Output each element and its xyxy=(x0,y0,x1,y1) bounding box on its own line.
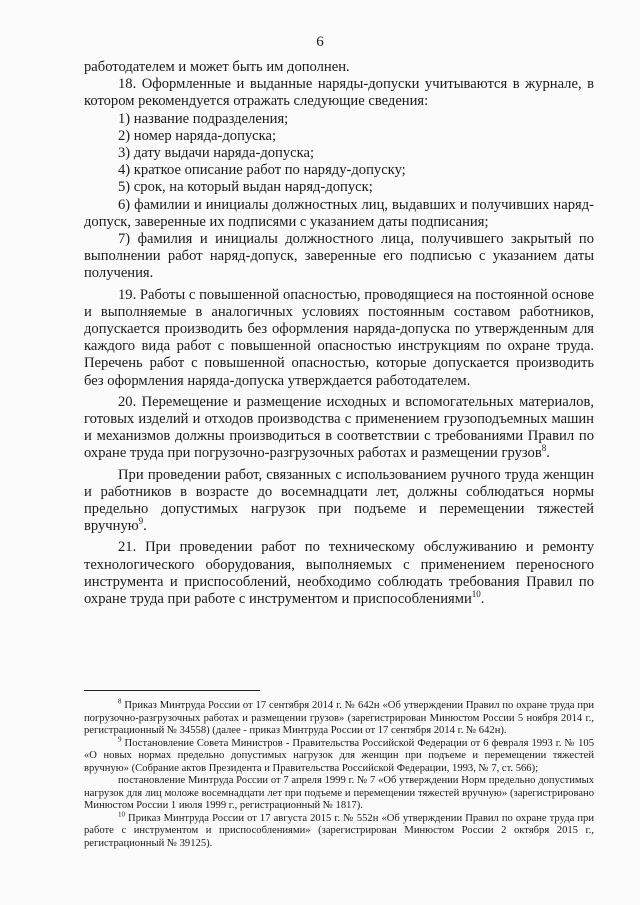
footnote-text: Приказ Минтруда России от 17 августа 2015 г. № 552н «Об утверждении Правил по охране труда при работе с инструментом и приспособлениями» (зарегистрирован Минюстом России 2 октября 2015 г., регистрационный № 39125). xyxy=(84,812,594,849)
list-item-3: 3) дату выдачи наряда-допуска; xyxy=(118,145,315,162)
paragraph-continuation: работодателем и может быть им дополнен. xyxy=(84,59,350,75)
footnote-ref-9[interactable]: 9 xyxy=(138,516,144,527)
paragraph-20-text: 20. Перемещение и размещение исходных и вспомогательных материалов, готовых изделий и отходов производства с применением грузоподъемных машин и механизмов должны производиться в соответствии с требованиями Правил по охране труда при погрузочно-разгрузочных работах и размещении грузов xyxy=(84,393,594,462)
paragraph-manual-handling-text: При проведении работ, связанных с использованием ручного труда женщин и работников в возрасте до восемнадцати лет, должны соблюдаться нормы предельно допустимых нагрузок при подъеме и перемещении тяжестей вручную xyxy=(84,466,594,535)
document-body xyxy=(84,59,594,608)
footnote-mark: 8 xyxy=(118,697,122,706)
footnote-8 xyxy=(84,697,594,738)
list-item-7: 7) фамилия и инициалы должностного лица, получившего закрытый по выполнении работ наряд-допуск, заверенные его подписью с указанием даты получения. xyxy=(84,231,594,282)
page-number: 6 xyxy=(316,34,324,50)
footnote-text: постановление Минтруда России от 7 апреля 1999 г. № 7 «Об утверждении Норм предельно допустимых нагрузок для лиц моложе восемнадцати лет при подъеме и перемещении тяжестей вручную» (зарегистрировано Минюстом России 1 июля 1999 г., регистрационный № 1817). xyxy=(84,775,594,811)
footnote-ref-8[interactable]: 8 xyxy=(541,443,547,454)
footnote-10 xyxy=(84,809,594,851)
paragraph-21-text: 21. При проведении работ по техническому обслуживанию и ремонту технологического оборудования, выполняемых с применением переносного инструмента и приспособлений, необходимо соблюдать требования Правил по охране труда при работе с инструментом и приспособлениями xyxy=(84,539,594,608)
paragraph-21: 21. При проведении работ по техническому обслуживанию и ремонту технологического оборудования, выполняемых с применением переносного инструмента и приспособлений, необходимо соблюдать требования Правил по охране труда при работе с инструментом и приспособлениями$^{10}$. xyxy=(84,539,594,608)
footnote-9-continuation xyxy=(84,775,594,813)
footnote-text: Постановление Совета Министров - Правительства Российской Федерации от 6 февраля 1993 г. № 105 «О новых нормах предельно допустимых нагрузок для женщин при подъеме и перемещении тяжестей вручную» (Собрание актов Президента и Правительства Российской Федерации, 1993, № 7, ст. 566); xyxy=(84,737,594,774)
footnote-text: Приказ Минтруда России от 17 сентября 2014 г. № 642н «Об утверждении Правил по охране труда при погрузочно-разгрузочных работах и размещении грузов» (зарегистрирован Минюстом России 5 ноября 2014 г., регистрационный № 34558) (далее - приказ Минтруда России от 17 сентября 2014 г. № 642н). xyxy=(84,700,594,736)
list-item-2: 2) номер наряда-допуска; xyxy=(118,127,277,144)
footnote-9 xyxy=(84,734,594,776)
list-item-1: 1) название подразделения; xyxy=(118,110,289,127)
paragraph-manual-handling: При проведении работ, связанных с использованием ручного труда женщин и работников в возрасте до восемнадцати лет, должны соблюдаться нормы предельно допустимых нагрузок при подъеме и перемещении тяжестей вручную$^9$. xyxy=(84,466,594,535)
footnote-divider xyxy=(84,690,260,691)
paragraph-18: 18. Оформленные и выданные наряды-допуски учитываются в журнале, в котором рекомендуется отражать следующие сведения: xyxy=(84,76,594,110)
list-item-5: 5) срок, на который выдан наряд-допуск; xyxy=(118,179,373,196)
list-item-4: 4) краткое описание работ по наряду-допуску; xyxy=(118,162,406,179)
footnotes xyxy=(84,697,594,850)
footnote-ref-10[interactable]: 10 xyxy=(471,589,481,600)
footnote-mark: 10 xyxy=(118,809,125,818)
paragraph-19: 19. Работы с повышенной опасностью, проводящиеся на постоянной основе и выполняемые в аналогичных условиях постоянным составом работников, допускается производить без оформления наряда-допуска по утвержденным для каждого вида работ с повышенной опасностью инструкциям по охране труда. Перечень работ с повышенной опасностью, которые допускается производить без оформления наряда-допуска утверждается работодателем. xyxy=(84,286,594,389)
paragraph-20: 20. Перемещение и размещение исходных и вспомогательных материалов, готовых изделий и отходов производства с применением грузоподъемных машин и механизмов должны производиться в соответствии с требованиями Правил по охране труда при погрузочно-разгрузочных работах и размещении грузов$^8$. xyxy=(84,393,594,462)
list-item-6: 6) фамилии и инициалы должностных лиц, выдавших и получивших наряд-допуск, заверенные их подписями с указанием даты подписания; xyxy=(84,196,594,230)
footnote-mark: 9 xyxy=(118,734,122,743)
